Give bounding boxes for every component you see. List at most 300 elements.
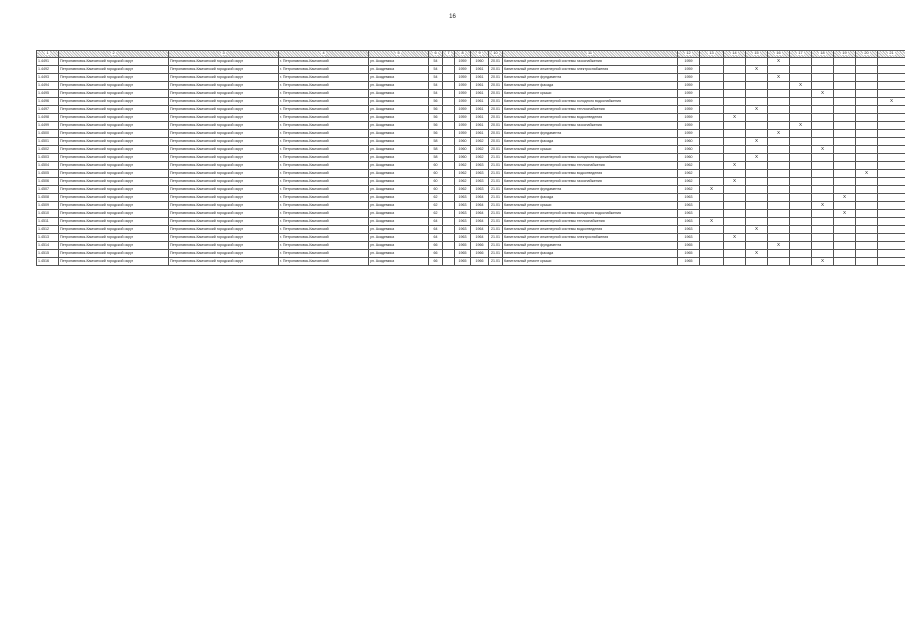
table-cell: 1965	[678, 242, 700, 250]
column-header	[678, 51, 700, 58]
table-cell: 21.01	[489, 218, 503, 226]
table-cell: 1966	[471, 242, 489, 250]
table-cell: 1961	[471, 66, 489, 74]
table-cell	[790, 194, 812, 202]
check-mark: X	[700, 218, 724, 226]
table-cell: 66	[429, 250, 443, 258]
table-cell	[700, 210, 724, 218]
column-header	[429, 51, 443, 58]
table-cell	[768, 258, 790, 266]
table-cell	[834, 178, 856, 186]
table-cell: 1959	[678, 106, 700, 114]
table-cell: 1.4506	[37, 178, 59, 186]
table-cell: Петропавловск-Камчатский городской округ	[59, 258, 169, 266]
table-cell: 21.01	[489, 226, 503, 234]
table-cell	[724, 122, 746, 130]
table-cell: г. Петропавловск-Камчатский	[279, 178, 369, 186]
table-cell: ул. Академика	[369, 178, 429, 186]
table-cell	[443, 242, 455, 250]
table-cell	[878, 202, 905, 210]
table-cell: 21.01	[489, 210, 503, 218]
table-cell	[768, 122, 790, 130]
table-cell: 20.01	[489, 138, 503, 146]
table-cell	[812, 74, 834, 82]
table-cell	[700, 170, 724, 178]
table-cell: 1964	[471, 234, 489, 242]
table-cell: 21.01	[489, 194, 503, 202]
table-cell	[700, 162, 724, 170]
table-cell: Капитальный ремонт инженерной системы холодного водоснабжения	[503, 210, 678, 218]
table-row	[37, 178, 905, 186]
table-cell: 1962	[471, 154, 489, 162]
table-cell: 1964	[471, 202, 489, 210]
table-cell: Петропавловск-Камчатский городской округ	[59, 98, 169, 106]
column-header-label: 1	[46, 51, 49, 56]
table-cell: 20.01	[489, 74, 503, 82]
table-cell: 1961	[471, 74, 489, 82]
table-cell: 1959	[678, 130, 700, 138]
table-cell: Петропавловск-Камчатский городской округ	[59, 186, 169, 194]
table-cell: 1.4505	[37, 170, 59, 178]
table-cell	[724, 194, 746, 202]
table-cell: ул. Академика	[369, 90, 429, 98]
table-cell: Петропавловск-Камчатский городской округ	[59, 170, 169, 178]
table-cell: 1961	[471, 98, 489, 106]
table-cell: 20.01	[489, 82, 503, 90]
table-cell	[790, 226, 812, 234]
table-cell	[746, 122, 768, 130]
table-cell	[878, 130, 905, 138]
table-cell	[812, 114, 834, 122]
table-cell: 21.01	[489, 154, 503, 162]
column-header-label: 8	[461, 51, 464, 56]
table-cell	[834, 122, 856, 130]
table-row	[37, 82, 905, 90]
table-cell: 1963	[455, 210, 471, 218]
table-cell: ул. Академика	[369, 226, 429, 234]
table-cell: г. Петропавловск-Камчатский	[279, 74, 369, 82]
table-cell: г. Петропавловск-Камчатский	[279, 242, 369, 250]
table-cell: 66	[429, 258, 443, 266]
table-cell: Петропавловск-Камчатский городской округ	[169, 82, 279, 90]
table-cell	[768, 82, 790, 90]
table-cell	[746, 234, 768, 242]
table-cell: 1962	[455, 162, 471, 170]
table-cell: ул. Академика	[369, 74, 429, 82]
table-cell	[834, 234, 856, 242]
table-cell	[700, 242, 724, 250]
table-cell: Петропавловск-Камчатский городской округ	[169, 74, 279, 82]
table-cell	[878, 226, 905, 234]
table-cell	[790, 202, 812, 210]
table-cell	[878, 162, 905, 170]
table-cell	[856, 210, 878, 218]
table-cell	[878, 178, 905, 186]
check-mark: X	[724, 162, 746, 170]
table-cell	[790, 58, 812, 66]
column-header-label: 3	[222, 51, 225, 56]
table-row	[37, 130, 905, 138]
table-cell: Капитальный ремонт инженерной системы холодного водоснабжения	[503, 154, 678, 162]
table-cell: Петропавловск-Камчатский городской округ	[169, 234, 279, 242]
table-cell	[746, 82, 768, 90]
table-cell	[856, 162, 878, 170]
column-header	[169, 51, 279, 58]
table-cell: ул. Академика	[369, 122, 429, 130]
table-cell: 1963	[678, 210, 700, 218]
table-cell: 21.01	[489, 170, 503, 178]
table-cell: Петропавловск-Камчатский городской округ	[169, 202, 279, 210]
table-cell: ул. Академика	[369, 114, 429, 122]
table-cell	[878, 74, 905, 82]
table-cell: ул. Академика	[369, 258, 429, 266]
table-cell	[790, 234, 812, 242]
table-cell	[812, 154, 834, 162]
table-cell: Петропавловск-Камчатский городской округ	[59, 234, 169, 242]
table-cell	[746, 114, 768, 122]
table-cell	[790, 98, 812, 106]
table-cell	[878, 154, 905, 162]
table-cell: ул. Академика	[369, 210, 429, 218]
table-cell: 1962	[678, 178, 700, 186]
table-cell	[834, 250, 856, 258]
table-cell	[834, 226, 856, 234]
table-cell: 1962	[455, 186, 471, 194]
table-cell	[724, 170, 746, 178]
table-cell: Петропавловск-Камчатский городской округ	[169, 146, 279, 154]
table-cell: 21.01	[489, 250, 503, 258]
table-cell	[834, 258, 856, 266]
table-cell	[834, 66, 856, 74]
column-header-label: 6	[434, 51, 437, 56]
check-mark: X	[812, 258, 834, 266]
table-cell: Петропавловск-Камчатский городской округ	[169, 170, 279, 178]
table-cell: 62	[429, 210, 443, 218]
table-cell: 64	[429, 234, 443, 242]
table-cell	[746, 74, 768, 82]
table-cell: Петропавловск-Камчатский городской округ	[169, 114, 279, 122]
table-cell	[812, 130, 834, 138]
table-cell: 1.4514	[37, 242, 59, 250]
table-cell	[834, 154, 856, 162]
table-cell: Петропавловск-Камчатский городской округ	[169, 130, 279, 138]
table-cell: 1963	[455, 202, 471, 210]
table-row	[37, 114, 905, 122]
table-cell: 1959	[455, 74, 471, 82]
table-cell	[700, 130, 724, 138]
table-row	[37, 138, 905, 146]
table-cell: 1.4507	[37, 186, 59, 194]
table-cell: 1963	[678, 234, 700, 242]
table-cell	[790, 66, 812, 74]
table-cell	[790, 74, 812, 82]
table-cell: 1966	[471, 258, 489, 266]
table-cell	[856, 58, 878, 66]
table-cell: 21.01	[489, 186, 503, 194]
table-cell: 1.4515	[37, 250, 59, 258]
table-cell	[700, 234, 724, 242]
table-cell: 1960	[678, 146, 700, 154]
table-cell	[768, 154, 790, 162]
table-cell: Капитальный ремонт инженерной системы газоснабжения	[503, 122, 678, 130]
table-cell: ул. Академика	[369, 146, 429, 154]
table-cell: г. Петропавловск-Камчатский	[279, 138, 369, 146]
table-cell	[812, 170, 834, 178]
table-cell: 58	[429, 146, 443, 154]
table-cell	[790, 146, 812, 154]
table-cell	[834, 58, 856, 66]
table-cell	[878, 250, 905, 258]
table-cell: 1964	[471, 194, 489, 202]
table-cell	[443, 130, 455, 138]
column-header-label: 12	[686, 51, 691, 56]
table-cell: 1962	[471, 138, 489, 146]
table-cell: 20.01	[489, 114, 503, 122]
table-cell: 21.01	[489, 178, 503, 186]
table-cell: 66	[429, 242, 443, 250]
table-cell	[834, 218, 856, 226]
table-cell: 1959	[678, 74, 700, 82]
table-cell: 1.4491	[37, 58, 59, 66]
column-header-label: 21	[889, 51, 894, 56]
column-header	[489, 51, 503, 58]
table-cell	[700, 146, 724, 154]
table-cell: 21.01	[489, 258, 503, 266]
table-cell: 1959	[678, 66, 700, 74]
table-row	[37, 106, 905, 114]
table-cell: 1963	[471, 178, 489, 186]
table-cell: 1959	[678, 122, 700, 130]
table-cell	[812, 66, 834, 74]
table-cell: 1.4508	[37, 194, 59, 202]
table-cell: 1966	[471, 250, 489, 258]
column-header-label: 20	[864, 51, 869, 56]
table-cell: Петропавловск-Камчатский городской округ	[59, 218, 169, 226]
table-cell	[878, 258, 905, 266]
table-cell	[443, 114, 455, 122]
table-cell	[768, 114, 790, 122]
table-cell	[790, 162, 812, 170]
table-cell	[700, 258, 724, 266]
check-mark: X	[700, 186, 724, 194]
table-cell	[812, 162, 834, 170]
table-cell	[834, 186, 856, 194]
table-cell: 21.01	[489, 202, 503, 210]
column-header-label: 15	[754, 51, 759, 56]
table-cell: Петропавловск-Камчатский городской округ	[59, 162, 169, 170]
column-header	[369, 51, 429, 58]
table-row	[37, 210, 905, 218]
table-cell	[878, 146, 905, 154]
table-cell: 21.01	[489, 242, 503, 250]
table-cell: Капитальный ремонт инженерной системы теплоснабжения	[503, 162, 678, 170]
column-header	[812, 51, 834, 58]
table-cell	[443, 58, 455, 66]
table-cell: Петропавловск-Камчатский городской округ	[59, 74, 169, 82]
table-cell	[768, 234, 790, 242]
table-cell: Петропавловск-Камчатский городской округ	[59, 114, 169, 122]
table-cell: 1965	[678, 250, 700, 258]
table-cell	[790, 258, 812, 266]
table-cell	[790, 130, 812, 138]
table-cell: Петропавловск-Камчатский городской округ	[169, 138, 279, 146]
column-header	[37, 51, 59, 58]
table-cell: Петропавловск-Камчатский городской округ	[169, 106, 279, 114]
table-cell	[768, 98, 790, 106]
table-cell: 1965	[455, 242, 471, 250]
table-cell: г. Петропавловск-Камчатский	[279, 130, 369, 138]
table-cell: Петропавловск-Камчатский городской округ	[59, 90, 169, 98]
column-header	[503, 51, 678, 58]
table-cell	[834, 114, 856, 122]
table-cell	[812, 58, 834, 66]
table-cell: 64	[429, 226, 443, 234]
column-header-label: 17	[798, 51, 803, 56]
table-cell	[856, 74, 878, 82]
table-cell	[700, 90, 724, 98]
table-cell: 21.01	[489, 162, 503, 170]
table-cell	[746, 90, 768, 98]
table-cell	[856, 98, 878, 106]
table-cell: Петропавловск-Камчатский городской округ	[169, 226, 279, 234]
table-cell	[746, 242, 768, 250]
table-cell: 1965	[455, 250, 471, 258]
table-cell: ул. Академика	[369, 162, 429, 170]
check-mark: X	[834, 210, 856, 218]
table-cell: Капитальный ремонт инженерной системы электроснабжения	[503, 234, 678, 242]
column-header	[856, 51, 878, 58]
table-cell: 1963	[678, 218, 700, 226]
table-cell	[746, 58, 768, 66]
table-cell: Капитальный ремонт инженерной системы водоотведения	[503, 170, 678, 178]
table-cell	[790, 90, 812, 98]
table-cell: Капитальный ремонт инженерной системы газоснабжения	[503, 178, 678, 186]
table-cell: 1963	[455, 234, 471, 242]
table-cell: 60	[429, 170, 443, 178]
table-cell: 56	[429, 106, 443, 114]
table-cell: Петропавловск-Камчатский городской округ	[169, 66, 279, 74]
table-cell	[878, 242, 905, 250]
table-cell: Капитальный ремонт крыши	[503, 202, 678, 210]
table-cell	[443, 250, 455, 258]
table-cell: ул. Академика	[369, 186, 429, 194]
column-header-label: 16	[776, 51, 781, 56]
table-cell	[768, 226, 790, 234]
table-cell: 64	[429, 218, 443, 226]
table-cell: 54	[429, 66, 443, 74]
table-cell: 1961	[471, 90, 489, 98]
table-cell	[724, 58, 746, 66]
table-cell: 1963	[678, 194, 700, 202]
table-cell: 56	[429, 98, 443, 106]
table-cell: Капитальный ремонт фундамента	[503, 130, 678, 138]
table-cell	[856, 154, 878, 162]
table-cell: 1.4494	[37, 82, 59, 90]
table-cell: 56	[429, 114, 443, 122]
table-cell	[746, 218, 768, 226]
table-cell	[878, 138, 905, 146]
table-cell: 20.01	[489, 66, 503, 74]
table-cell: 1.4499	[37, 122, 59, 130]
table-cell: 1963	[455, 194, 471, 202]
table-cell	[790, 250, 812, 258]
table-cell: г. Петропавловск-Камчатский	[279, 122, 369, 130]
table-cell	[856, 138, 878, 146]
table-cell: 1.4504	[37, 162, 59, 170]
check-mark: X	[746, 106, 768, 114]
table-cell: 56	[429, 130, 443, 138]
check-mark: X	[856, 170, 878, 178]
table-cell	[856, 146, 878, 154]
table-cell: Петропавловск-Камчатский городской округ	[59, 194, 169, 202]
table-cell	[443, 170, 455, 178]
table-cell	[878, 170, 905, 178]
table-cell	[443, 146, 455, 154]
check-mark: X	[746, 226, 768, 234]
table-cell	[878, 186, 905, 194]
table-row	[37, 250, 905, 258]
table-row	[37, 242, 905, 250]
table-cell: 1962	[678, 170, 700, 178]
table-cell	[790, 186, 812, 194]
table-cell	[724, 250, 746, 258]
table-cell: 1.4503	[37, 154, 59, 162]
table-cell: Петропавловск-Камчатский городской округ	[169, 58, 279, 66]
table-cell: 1.4497	[37, 106, 59, 114]
table-cell: 1963	[471, 162, 489, 170]
table-cell	[700, 178, 724, 186]
check-mark: X	[812, 146, 834, 154]
table-cell: г. Петропавловск-Камчатский	[279, 186, 369, 194]
table-cell	[746, 202, 768, 210]
check-mark: X	[746, 250, 768, 258]
table-row	[37, 258, 905, 266]
table-cell: 1961	[471, 82, 489, 90]
table-cell	[878, 234, 905, 242]
table-cell	[724, 90, 746, 98]
table-cell	[700, 106, 724, 114]
table-cell: 1961	[471, 106, 489, 114]
table-cell	[700, 194, 724, 202]
table-cell: 1962	[678, 186, 700, 194]
table-cell	[812, 82, 834, 90]
check-mark: X	[768, 130, 790, 138]
table-cell: ул. Академика	[369, 250, 429, 258]
table-cell: 1963	[455, 218, 471, 226]
table-cell: г. Петропавловск-Камчатский	[279, 66, 369, 74]
table-cell: 20.01	[489, 98, 503, 106]
table-cell	[700, 250, 724, 258]
table-cell: 1965	[455, 258, 471, 266]
table-cell	[878, 58, 905, 66]
table-cell	[856, 82, 878, 90]
table-cell: 1.4511	[37, 218, 59, 226]
table-cell: 1960	[678, 154, 700, 162]
column-header	[724, 51, 746, 58]
check-mark: X	[768, 74, 790, 82]
table-cell	[700, 114, 724, 122]
table-cell: г. Петропавловск-Камчатский	[279, 106, 369, 114]
table-cell: Капитальный ремонт инженерной системы водоотведения	[503, 226, 678, 234]
column-header-label: 9	[478, 51, 481, 56]
table-cell	[856, 106, 878, 114]
capital-repair-table	[36, 50, 905, 266]
table-cell	[790, 210, 812, 218]
table-cell: Капитальный ремонт крыши	[503, 258, 678, 266]
check-mark: X	[724, 178, 746, 186]
column-header	[790, 51, 812, 58]
column-header	[878, 51, 905, 58]
